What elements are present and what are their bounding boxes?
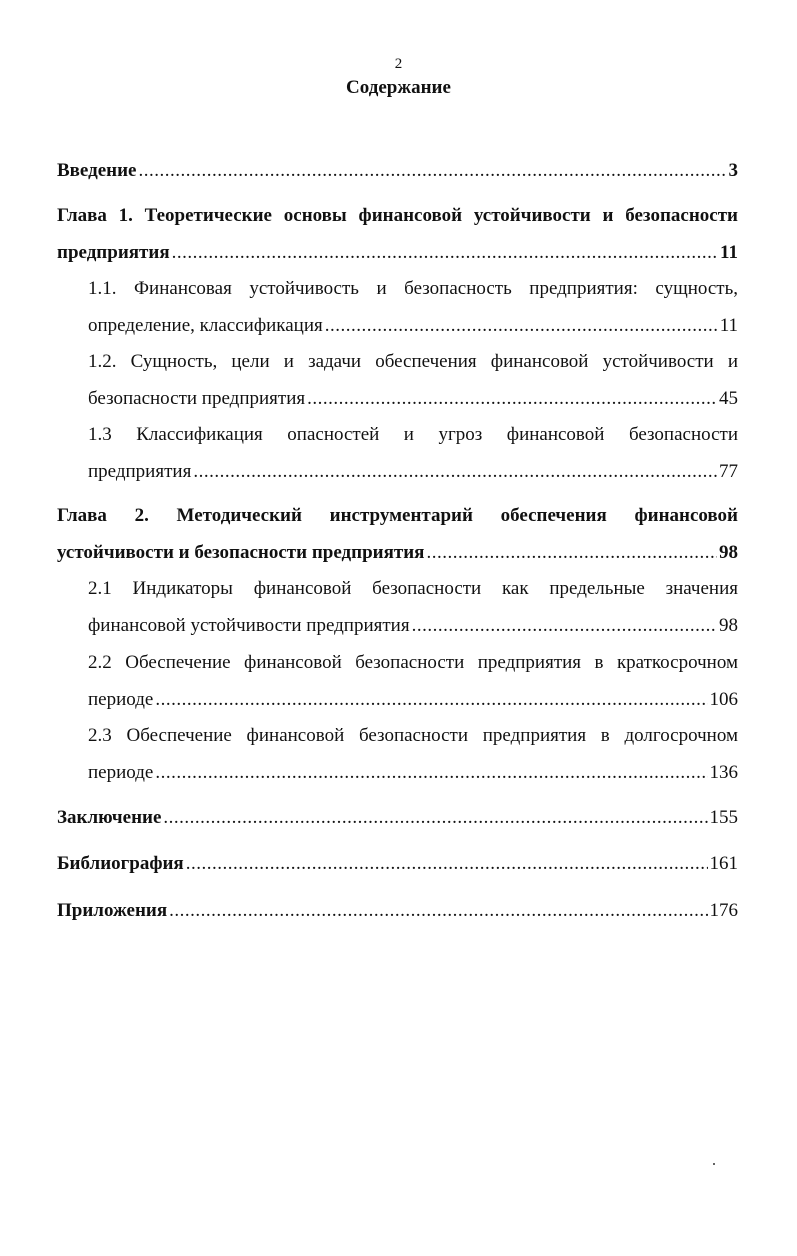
toc-entry-section-2-2[interactable] [88, 644, 738, 718]
toc-entry-conclusion[interactable] [57, 799, 738, 836]
toc-page-number: 3 [728, 160, 738, 181]
dot-leader [155, 754, 707, 791]
toc-page-number: 77 [719, 461, 738, 482]
toc-entry-section-1-3[interactable] [88, 416, 738, 490]
dot-leader [193, 453, 717, 490]
toc-entry-section-2-1[interactable] [88, 570, 738, 644]
toc-entry-introduction[interactable] [57, 152, 738, 189]
toc-entry-bibliography[interactable] [57, 845, 738, 882]
toc-entry-title: Библиография [57, 853, 184, 874]
scan-speck [713, 1163, 715, 1165]
toc-page-number: 98 [719, 542, 738, 563]
toc-entry-title: 1.3 Классификация опасностей и угроз финансовой безопасности [88, 424, 738, 445]
toc-entry-title: 2.1 Индикаторы финансовой безопасности как предельные значения [88, 578, 738, 599]
dot-leader [169, 892, 707, 929]
dot-leader [163, 799, 707, 836]
toc-entry-title: Заключение [57, 807, 162, 828]
toc-entry-title-continued: периоде [88, 689, 154, 710]
dot-leader [172, 234, 718, 271]
toc-entry-title: Приложения [57, 900, 168, 921]
dot-leader [186, 845, 708, 882]
dot-leader [139, 152, 727, 189]
dot-leader [325, 307, 718, 344]
dot-leader [426, 534, 717, 571]
toc-entry-chapter-2[interactable] [57, 497, 738, 571]
toc-page-number: 45 [719, 388, 738, 409]
toc-entry-title: 2.3 Обеспечение финансовой безопасности предприятия в долгосрочном [88, 725, 738, 746]
page-number: 2 [394, 56, 403, 72]
toc-entry-title: 1.1. Финансовая устойчивость и безопасность предприятия: сущность, [88, 278, 738, 299]
toc-entry-title-continued: периоде [88, 762, 154, 783]
toc-entry-title-continued: предприятия [57, 242, 170, 263]
toc-page-number: 106 [709, 689, 738, 710]
dot-leader [412, 607, 717, 644]
dot-leader [307, 380, 717, 417]
toc-page-number: 155 [709, 807, 738, 828]
toc-entry-chapter-1[interactable] [57, 197, 738, 271]
toc-entry-title: 2.2 Обеспечение финансовой безопасности предприятия в краткосрочном [88, 652, 738, 673]
toc-entry-section-2-3[interactable] [88, 717, 738, 791]
toc-page-number: 136 [709, 762, 738, 783]
toc-entry-section-1-2[interactable] [88, 343, 738, 417]
dot-leader [155, 681, 707, 718]
toc-entry-title: Глава 2. Методический инструментарий обеспечения финансовой [57, 505, 738, 526]
toc-page-number: 98 [719, 615, 738, 636]
toc-page-number: 11 [719, 315, 738, 336]
toc-page-number: 11 [720, 242, 738, 263]
toc-entry-title-continued: предприятия [88, 461, 192, 482]
toc-entry-appendices[interactable] [57, 892, 738, 929]
toc-entry-title: Введение [57, 160, 137, 181]
toc-entry-title-continued: безопасности предприятия [88, 388, 306, 409]
toc-page-number: 176 [709, 900, 738, 921]
toc-entry-title: Глава 1. Теоретические основы финансовой устойчивости и безопасности [57, 205, 738, 226]
toc-entry-title-continued: определение, классификация [88, 315, 323, 336]
toc-entry-section-1-1[interactable] [88, 270, 738, 344]
toc-entry-title-continued: финансовой устойчивости предприятия [88, 615, 410, 636]
toc-page-number: 161 [709, 853, 738, 874]
toc-entry-title-continued: устойчивости и безопасности предприятия [57, 542, 425, 563]
page-title: Содержание [346, 77, 451, 98]
toc-entry-title: 1.2. Сущность, цели и задачи обеспечения финансовой устойчивости и [88, 351, 738, 372]
